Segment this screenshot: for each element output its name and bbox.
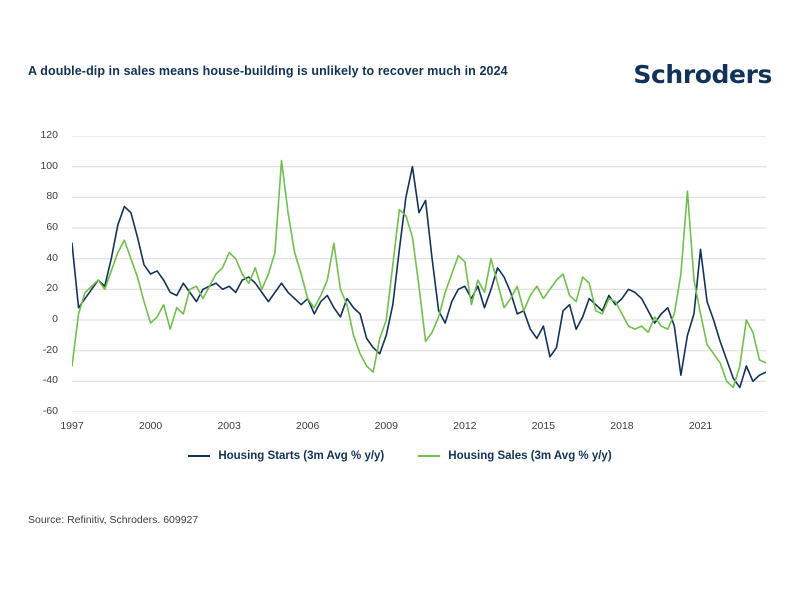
x-tick-label: 2006 xyxy=(296,420,320,432)
legend-swatch-sales xyxy=(418,455,440,458)
x-tick-label: 2015 xyxy=(531,420,556,432)
x-tick-label: 2018 xyxy=(610,420,634,432)
legend-item-starts xyxy=(188,450,384,462)
y-tick-label: 120 xyxy=(40,129,58,141)
x-tick-label: 2003 xyxy=(217,420,241,432)
header xyxy=(28,60,772,102)
chart-container xyxy=(28,128,772,432)
y-tick-label: 100 xyxy=(40,159,58,172)
x-tick-label: 2000 xyxy=(138,420,163,432)
x-tick-label: 2021 xyxy=(688,420,713,432)
y-tick-label: -20 xyxy=(42,343,58,356)
legend-swatch-starts xyxy=(188,455,210,458)
brand-logo: Schroders xyxy=(633,60,772,89)
line-chart-svg xyxy=(72,136,766,412)
x-tick-label: 2012 xyxy=(453,420,477,432)
y-tick-label: -60 xyxy=(42,405,58,417)
series-line-1 xyxy=(72,161,766,388)
series-line-0 xyxy=(72,167,766,388)
legend-label-starts: Housing Starts (3m Avg % y/y) xyxy=(218,450,385,462)
source-note: Source: Refinitiv, Schroders. 609927 xyxy=(28,514,199,526)
y-tick-label: -40 xyxy=(42,374,58,387)
y-tick-label: 80 xyxy=(46,190,58,203)
y-tick-label: 0 xyxy=(52,313,58,325)
y-tick-label: 20 xyxy=(46,282,58,295)
legend-item-sales xyxy=(418,450,611,462)
legend-label-sales: Housing Sales (3m Avg % y/y) xyxy=(448,450,612,462)
chart-legend xyxy=(0,450,800,462)
page-title: A double-dip in sales means house-building is unlikely to recover much in 2024 xyxy=(28,64,508,78)
x-tick-label: 2009 xyxy=(374,420,398,432)
plot-area xyxy=(72,136,766,412)
y-tick-label: 40 xyxy=(46,251,58,264)
x-tick-label: 1997 xyxy=(60,420,84,432)
y-tick-label: 60 xyxy=(46,221,58,233)
